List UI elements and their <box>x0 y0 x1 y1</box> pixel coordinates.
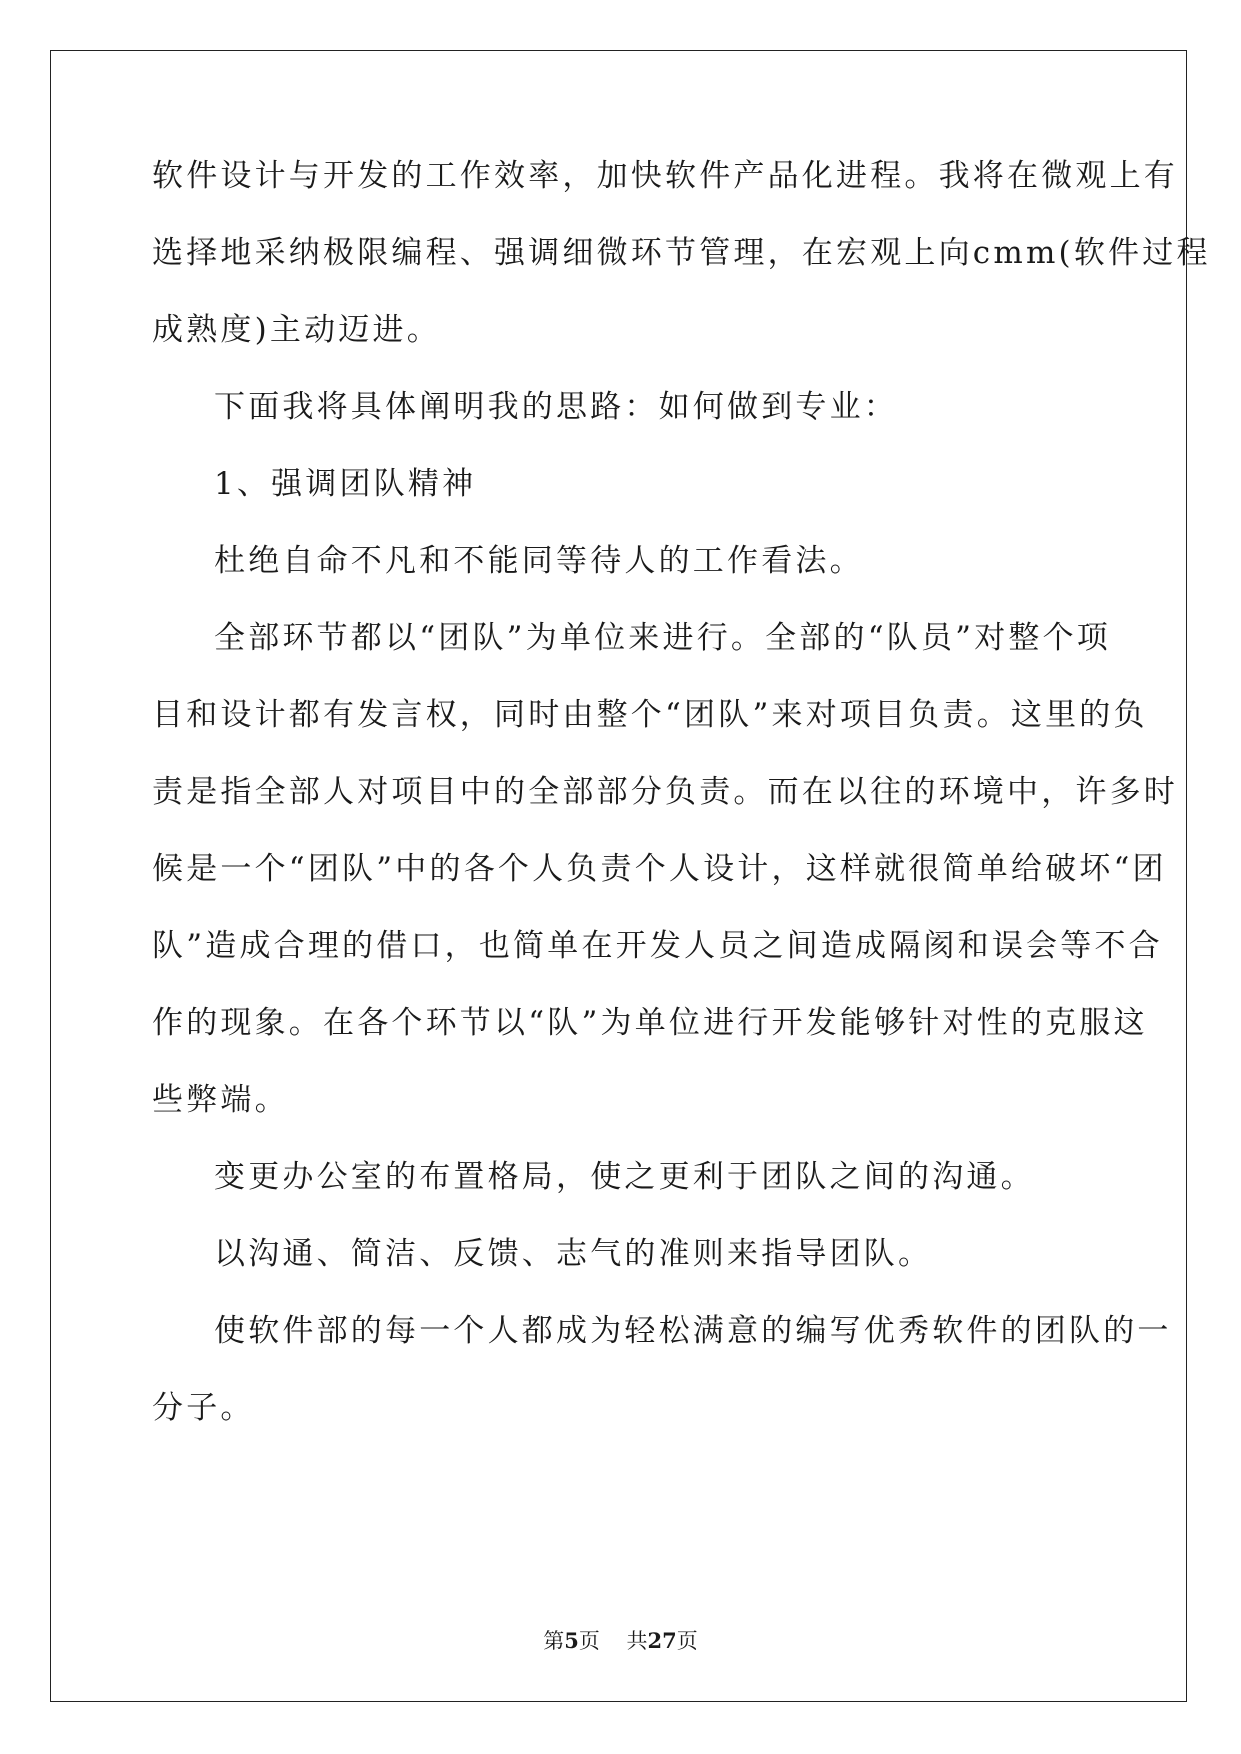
text-line: 队”造成合理的借口，也简单在开发人员之间造成隔阂和误会等不合 <box>152 928 1163 964</box>
page-mid: 页 <box>578 1629 600 1653</box>
text-line: 分子。 <box>152 1390 255 1426</box>
paragraph-line: 下面我将具体阐明我的思路：如何做到专业： <box>214 389 898 425</box>
text-line: 些弊端。 <box>152 1082 289 1118</box>
text-line: 成熟度)主动迈进。 <box>152 312 441 348</box>
text-line: 候是一个“团队”中的各个人负责个人设计，这样就很简单给破坏“团 <box>152 851 1167 887</box>
paragraph-line: 以沟通、简洁、反馈、志气的准则来指导团队。 <box>214 1236 933 1272</box>
total-prefix: 共 <box>626 1629 648 1653</box>
text-line: 作的现象。在各个环节以“队”为单位进行开发能够针对性的克服这 <box>152 1005 1148 1041</box>
text-line: 责是指全部人对项目中的全部部分负责。而在以往的环境中，许多时 <box>152 774 1178 810</box>
paragraph-line: 使软件部的每一个人都成为轻松满意的编写优秀软件的团队的一 <box>214 1313 1172 1349</box>
text-line: 选择地采纳极限编程、强调细微环节管理，在宏观上向cmm(软件过程 <box>152 235 1211 271</box>
total-suffix: 页 <box>676 1629 698 1653</box>
text-line: 软件设计与开发的工作效率，加快软件产品化进程。我将在微观上有 <box>152 158 1178 194</box>
text-line: 目和设计都有发言权，同时由整个“团队”来对项目负责。这里的负 <box>152 697 1148 733</box>
paragraph-line: 杜绝自命不凡和不能同等待人的工作看法。 <box>214 543 864 579</box>
page-current: 5 <box>564 1628 579 1653</box>
page-prefix: 第 <box>543 1629 565 1653</box>
page-footer <box>0 1628 1241 1654</box>
section-heading: 1、强调团队精神 <box>214 466 477 502</box>
paragraph-line: 全部环节都以“团队”为单位来进行。全部的“队员”对整个项 <box>214 620 1111 656</box>
paragraph-line: 变更办公室的布置格局，使之更利于团队之间的沟通。 <box>214 1159 1035 1195</box>
page-total: 27 <box>647 1628 677 1653</box>
